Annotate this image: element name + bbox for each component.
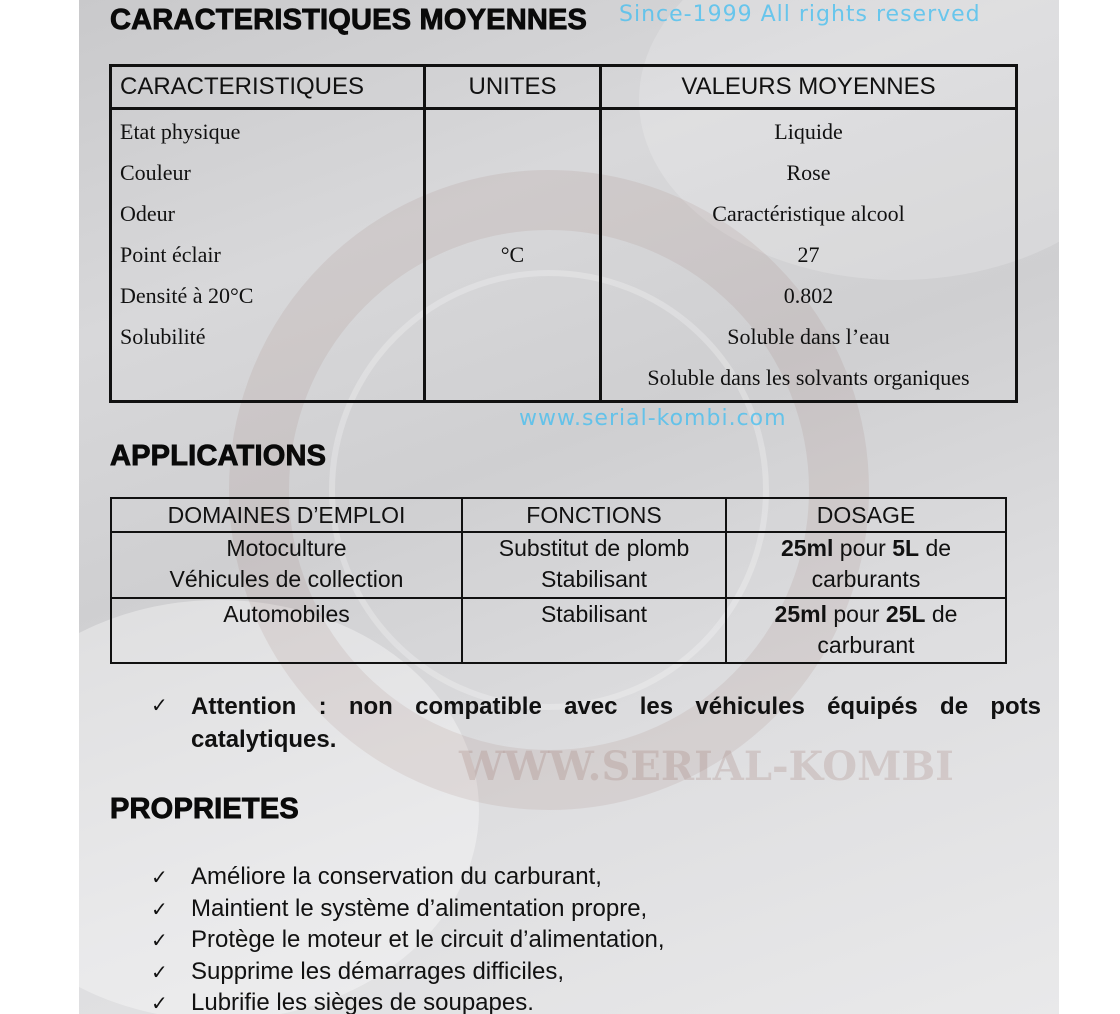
dosage-pour: pour <box>826 601 886 627</box>
characteristics-table <box>109 64 1018 403</box>
dosage-volume: 5L <box>892 535 920 561</box>
domains-cell <box>111 598 462 663</box>
dosage-amount: 25ml <box>780 535 834 561</box>
dosage-fuel: carburant <box>817 632 915 658</box>
column-header: CARACTERISTIQUES <box>111 66 425 109</box>
dosage-de: de <box>925 601 958 627</box>
applications-table <box>110 497 1007 664</box>
unit-value <box>426 152 599 193</box>
function: Substitut de plomb <box>498 535 690 561</box>
property-text: Supprime les démarrages difficiles, <box>191 957 565 985</box>
properties-title: PROPRIETES <box>110 793 299 825</box>
column-header: DOMAINES D’EMPLOI <box>111 498 462 532</box>
list-item <box>151 862 665 894</box>
characteristic-value: Liquide <box>774 119 843 144</box>
characteristic-value: 27 <box>797 242 820 267</box>
list-item <box>151 925 665 957</box>
watermark-rights: Since-1999 All rights reserved <box>619 2 981 27</box>
unit-value <box>426 357 599 398</box>
function: Stabilisant <box>540 566 648 592</box>
characteristic-value: Rose <box>786 160 831 185</box>
function: Stabilisant <box>540 601 648 627</box>
dosage-amount: 25ml <box>774 601 827 627</box>
column-header: DOSAGE <box>726 498 1006 532</box>
dosage-line <box>727 533 1005 564</box>
watermark-seal-text: WWW.SERIAL-KOMBI <box>459 743 954 790</box>
unit-value <box>426 275 599 316</box>
table-header-row <box>111 66 1017 109</box>
check-icon: ✓ <box>151 695 168 717</box>
characteristic-value: Soluble dans les solvants organiques <box>647 365 970 390</box>
dosage-de: de <box>919 535 952 561</box>
property-text: Améliore la conservation du carburant, <box>191 863 602 890</box>
domains-cell <box>111 532 462 598</box>
property-text: Lubrifie les sièges de soupapes. <box>191 989 534 1014</box>
characteristic-label <box>112 357 423 398</box>
column-header: FONCTIONS <box>462 498 726 532</box>
column-header: VALEURS MOYENNES <box>601 66 1017 109</box>
characteristic-value: Caractéristique alcool <box>712 201 905 226</box>
table-row <box>111 532 1006 598</box>
check-icon: ✓ <box>151 930 168 952</box>
applications-title: APPLICATIONS <box>110 440 327 472</box>
dosage-cell <box>726 532 1006 598</box>
check-icon: ✓ <box>151 993 168 1014</box>
domain: Motoculture <box>226 535 347 561</box>
unit-value <box>426 111 599 152</box>
table-row <box>111 109 1017 402</box>
properties-list <box>151 862 665 1014</box>
characteristics-title: CARACTERISTIQUES MOYENNES <box>110 4 588 36</box>
dosage-fuel: carburants <box>811 566 921 592</box>
dosage-cell <box>726 598 1006 663</box>
document-page <box>79 0 1059 1014</box>
functions-cell <box>462 532 726 598</box>
characteristic-value: 0.802 <box>783 283 834 308</box>
characteristic-label: Couleur <box>120 160 191 185</box>
dosage-line <box>727 599 1005 630</box>
list-item <box>151 988 665 1014</box>
column-header: UNITES <box>425 66 601 109</box>
table-row <box>111 598 1006 663</box>
dosage-pour: pour <box>833 535 893 561</box>
dosage-volume: 25L <box>885 601 926 627</box>
characteristic-label: Densité à 20°C <box>120 283 254 308</box>
table-header-row <box>111 498 1006 532</box>
unit-value: °C <box>500 242 525 267</box>
units-cell <box>425 109 601 402</box>
check-icon: ✓ <box>151 898 168 921</box>
characteristic-value: Soluble dans l’eau <box>727 324 890 349</box>
domain: Véhicules de collection <box>169 566 404 592</box>
attention-text: Attention : non compatible avec les véhicules équipés de pots catalytiques. <box>191 693 1041 753</box>
characteristic-label: Odeur <box>120 201 175 226</box>
list-item <box>151 957 665 989</box>
characteristic-label: Etat physique <box>120 119 241 144</box>
property-text: Maintient le système d’alimentation propre, <box>191 894 648 922</box>
characteristic-label: Point éclair <box>120 242 221 267</box>
functions-cell <box>462 598 726 663</box>
check-icon: ✓ <box>151 867 168 889</box>
list-item <box>151 894 665 926</box>
attention-note <box>151 690 1041 756</box>
check-icon: ✓ <box>151 961 168 984</box>
labels-cell <box>111 109 425 402</box>
values-cell <box>601 109 1017 402</box>
unit-value <box>426 316 599 357</box>
domain: Automobiles <box>223 601 350 627</box>
unit-value <box>426 193 599 234</box>
characteristic-label: Solubilité <box>120 324 206 349</box>
property-text: Protège le moteur et le circuit d’alimentation, <box>191 926 665 953</box>
watermark-site: www.serial-kombi.com <box>519 406 787 431</box>
